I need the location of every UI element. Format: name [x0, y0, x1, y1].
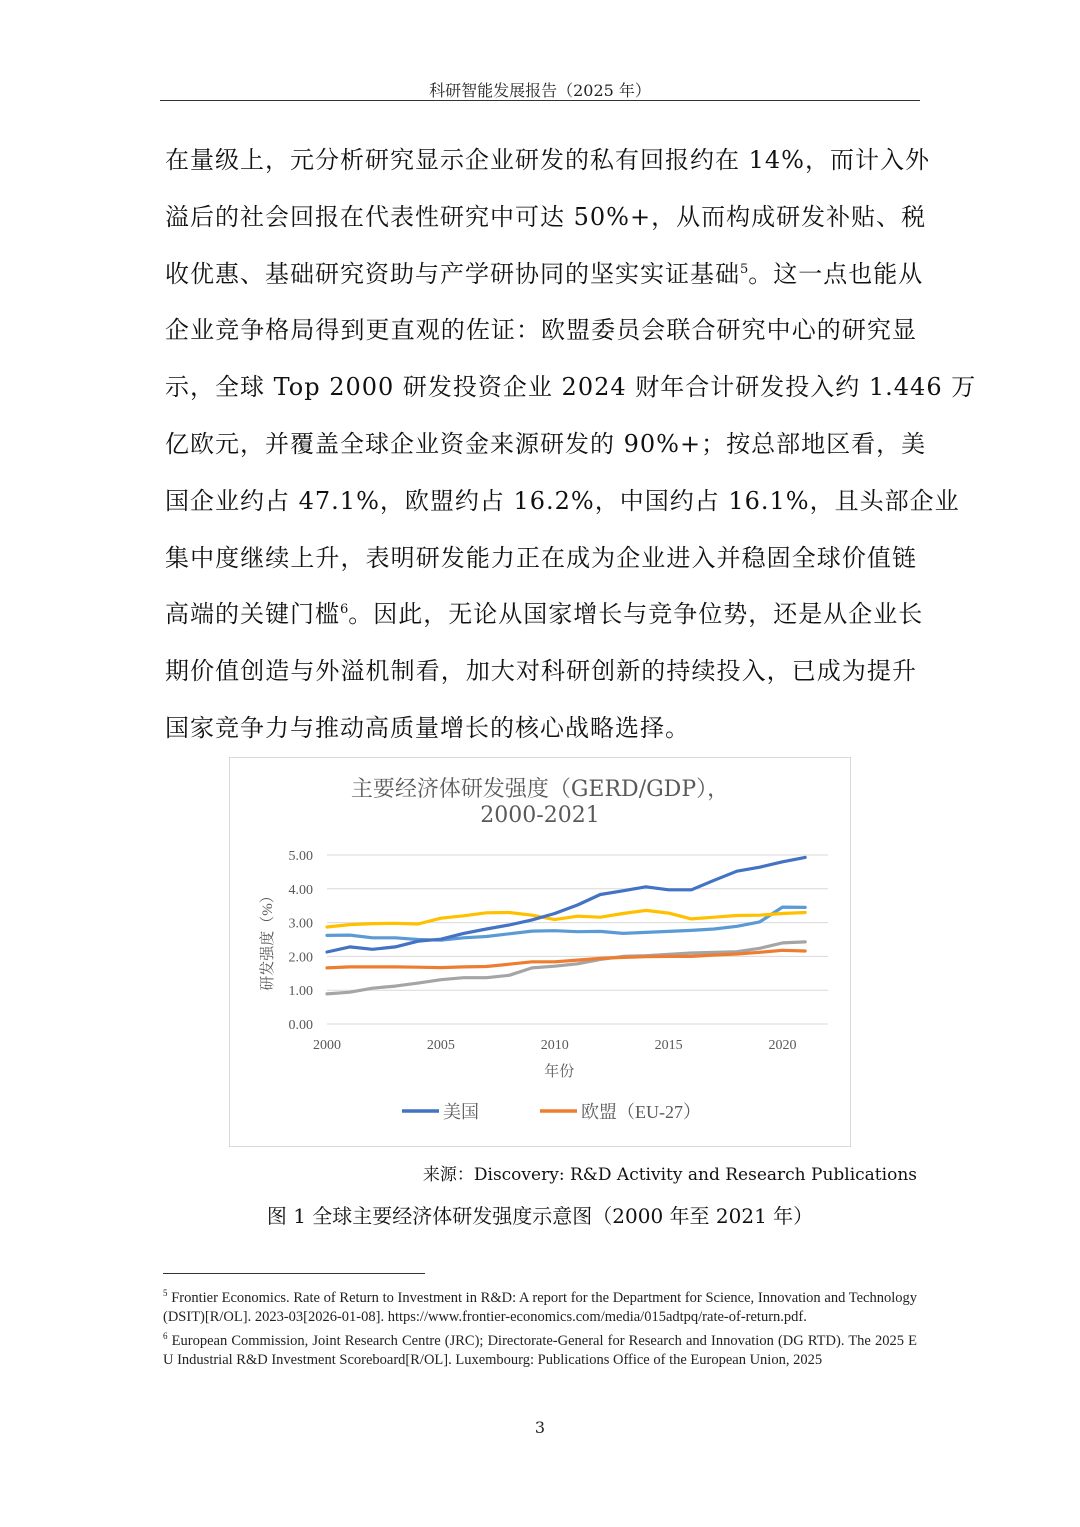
- footnotes: [163, 1284, 917, 1370]
- footnote-6: [163, 1327, 917, 1370]
- body-text-segment: 。因此，无论从国家增长与竞争位势，还是从企业长: [348, 600, 924, 629]
- line-chart: [230, 758, 850, 1146]
- footnote-text: European Commission, Joint Research Centre (JRC); Directorate-General for Research and Innovation (DG RTD). The 2025 EU Industrial R&D Investment Scoreboard[R/OL]. Luxembourg: Publications Office of the European Union, 2025: [163, 1332, 917, 1368]
- body-line: 示，全球 Top 2000 研发投资企业 2024 财年合计研发投入约 1.446 万: [165, 373, 977, 402]
- x-tick-label: 2000: [313, 1038, 341, 1053]
- y-tick-label: 0.00: [288, 1018, 313, 1033]
- y-tick-label: 1.00: [288, 984, 313, 1000]
- body-line: 亿欧元，并覆盖全球企业资金来源研发的 90%+；按总部地区看，美: [165, 429, 927, 458]
- y-tick-label: 2.00: [288, 950, 313, 966]
- footnote-text: Frontier Economics. Rate of Return to Investment in R&D: A report for the Department for Science, Innovation and Technology (DSIT)[R/OL]. 2023-03[2026-01-08]. https://www.frontier-economics.com/media/015adtpq/rate-of-return.pdf.: [163, 1289, 917, 1325]
- body-line: 集中度继续上升，表明研发能力正在成为企业进入并稳固全球价值链: [165, 543, 917, 572]
- chart-subtitle: 2000-2021: [480, 803, 600, 828]
- body-line: [165, 586, 924, 643]
- y-tick-label: 3.00: [288, 916, 313, 932]
- x-tick-label: 2015: [654, 1038, 683, 1053]
- x-tick-label: 2010: [540, 1038, 569, 1053]
- body-line: 期价值创造与外溢机制看，加大对科研创新的持续投入，已成为提升: [165, 657, 917, 686]
- legend-label: 欧盟（EU-27）: [581, 1102, 701, 1122]
- footnote-ref-6[interactable]: 6: [340, 602, 349, 618]
- body-line: 国家竞争力与推动高质量增长的核心战略选择。: [165, 713, 690, 742]
- footnote-number: 6: [163, 1330, 168, 1341]
- y-tick-label: 5.00: [288, 849, 313, 864]
- y-tick-label: 4.00: [288, 882, 313, 898]
- running-header: 科研智能发展报告（2025 年）: [429, 81, 651, 100]
- body-line: [165, 246, 924, 303]
- x-tick-label: 2005: [426, 1038, 455, 1053]
- body-line: 溢后的社会回报在代表性研究中可达 50%+，从而构成研发补贴、税: [165, 202, 927, 231]
- x-tick-label: 2020: [768, 1038, 797, 1053]
- body-text-segment: 。这一点也能从: [748, 259, 924, 288]
- body-text-segment: 收优惠、基础研究资助与产学研协同的坚实实证基础: [165, 259, 740, 288]
- footnote-5: [163, 1284, 917, 1327]
- body-line: 国企业约占 47.1%，欧盟约占 16.2%，中国约占 16.1%，且头部企业: [165, 486, 960, 515]
- chart-container: [229, 757, 851, 1147]
- x-axis-label: 年份: [544, 1064, 575, 1080]
- body-line: 企业竞争格局得到更直观的佐证：欧盟委员会联合研究中心的研究显: [165, 316, 917, 345]
- footnote-ref-5[interactable]: 5: [740, 261, 749, 277]
- figure-caption: 图 1 全球主要经济体研发强度示意图（2000 年至 2021 年）: [266, 1204, 814, 1228]
- footnote-rule: [163, 1273, 425, 1274]
- body-paragraph: [165, 132, 977, 757]
- series-line-3: [327, 910, 805, 927]
- legend-label: 美国: [443, 1102, 479, 1122]
- chart-title: 主要经济体研发强度（GERD/GDP），: [350, 777, 730, 802]
- body-text-segment: 高端的关键门槛: [165, 600, 340, 629]
- header-rule: [160, 100, 920, 101]
- figure-source: 来源：Discovery: R&D Activity and Research Publications: [422, 1165, 917, 1185]
- body-line: 在量级上，元分析研究显示企业研发的私有回报约在 14%，而计入外: [165, 146, 930, 174]
- page-number: 3: [534, 1418, 546, 1437]
- y-axis-label: 研发强度（%）: [260, 888, 276, 991]
- footnote-number: 5: [163, 1288, 168, 1298]
